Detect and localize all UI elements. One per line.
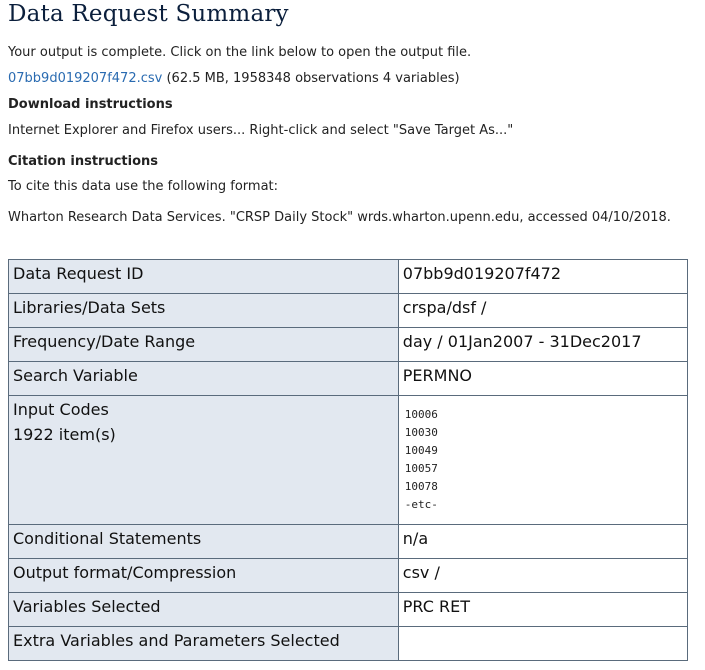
libraries-value: crspa/dsf /: [398, 294, 687, 328]
table-row: [9, 362, 688, 396]
output-file-link[interactable]: 07bb9d019207f472.csv: [8, 71, 163, 86]
request-summary-table: [8, 259, 688, 661]
table-row: [9, 593, 688, 627]
output-format-value: csv /: [398, 559, 687, 593]
table-row: [9, 627, 688, 661]
citation-intro: To cite this data use the following format:: [8, 179, 279, 194]
list-item: -etc-: [404, 498, 438, 511]
input-codes-value-cell: [398, 396, 687, 525]
table-row: [9, 396, 688, 525]
variables-label: Variables Selected: [9, 593, 399, 627]
list-item: 10006: [404, 408, 438, 421]
frequency-value: day / 01Jan2007 - 31Dec2017: [398, 328, 687, 362]
input-codes-label: Input Codes: [13, 400, 109, 419]
conditional-label: Conditional Statements: [9, 525, 399, 559]
request-id-label: Data Request ID: [9, 260, 399, 294]
page-title: Data Request Summary: [8, 1, 289, 27]
output-format-label: Output format/Compression: [9, 559, 399, 593]
list-item: 10049: [404, 444, 438, 457]
table-row: [9, 294, 688, 328]
citation-instructions-heading: Citation instructions: [8, 154, 158, 169]
request-id-value: 07bb9d019207f472: [398, 260, 687, 294]
list-item: 10057: [404, 462, 438, 475]
extra-variables-value: [398, 627, 687, 661]
extra-variables-label: Extra Variables and Parameters Selected: [9, 627, 399, 661]
input-codes-list: [405, 406, 683, 514]
search-variable-label: Search Variable: [9, 362, 399, 396]
download-instructions-heading: Download instructions: [8, 97, 173, 112]
libraries-label: Libraries/Data Sets: [9, 294, 399, 328]
input-codes-count: 1922 item(s): [13, 425, 116, 444]
search-variable-value: PERMNO: [398, 362, 687, 396]
citation-text: Wharton Research Data Services. "CRSP Daily Stock" wrds.wharton.upenn.edu, accessed 04/10/2018.: [8, 210, 671, 225]
output-file-line: [8, 71, 460, 86]
table-row: [9, 525, 688, 559]
output-file-details: (62.5 MB, 1958348 observations 4 variables): [166, 71, 460, 86]
list-item: 10030: [404, 426, 438, 439]
download-instructions-text: Internet Explorer and Firefox users... Right-click and select "Save Target As...": [8, 123, 514, 138]
variables-value: PRC RET: [398, 593, 687, 627]
list-item: 10078: [404, 480, 438, 493]
input-codes-label-cell: [9, 396, 399, 525]
table-row: [9, 260, 688, 294]
conditional-value: n/a: [398, 525, 687, 559]
table-row: [9, 328, 688, 362]
table-row: [9, 559, 688, 593]
complete-message: Your output is complete. Click on the link below to open the output file.: [8, 45, 472, 60]
frequency-label: Frequency/Date Range: [9, 328, 399, 362]
